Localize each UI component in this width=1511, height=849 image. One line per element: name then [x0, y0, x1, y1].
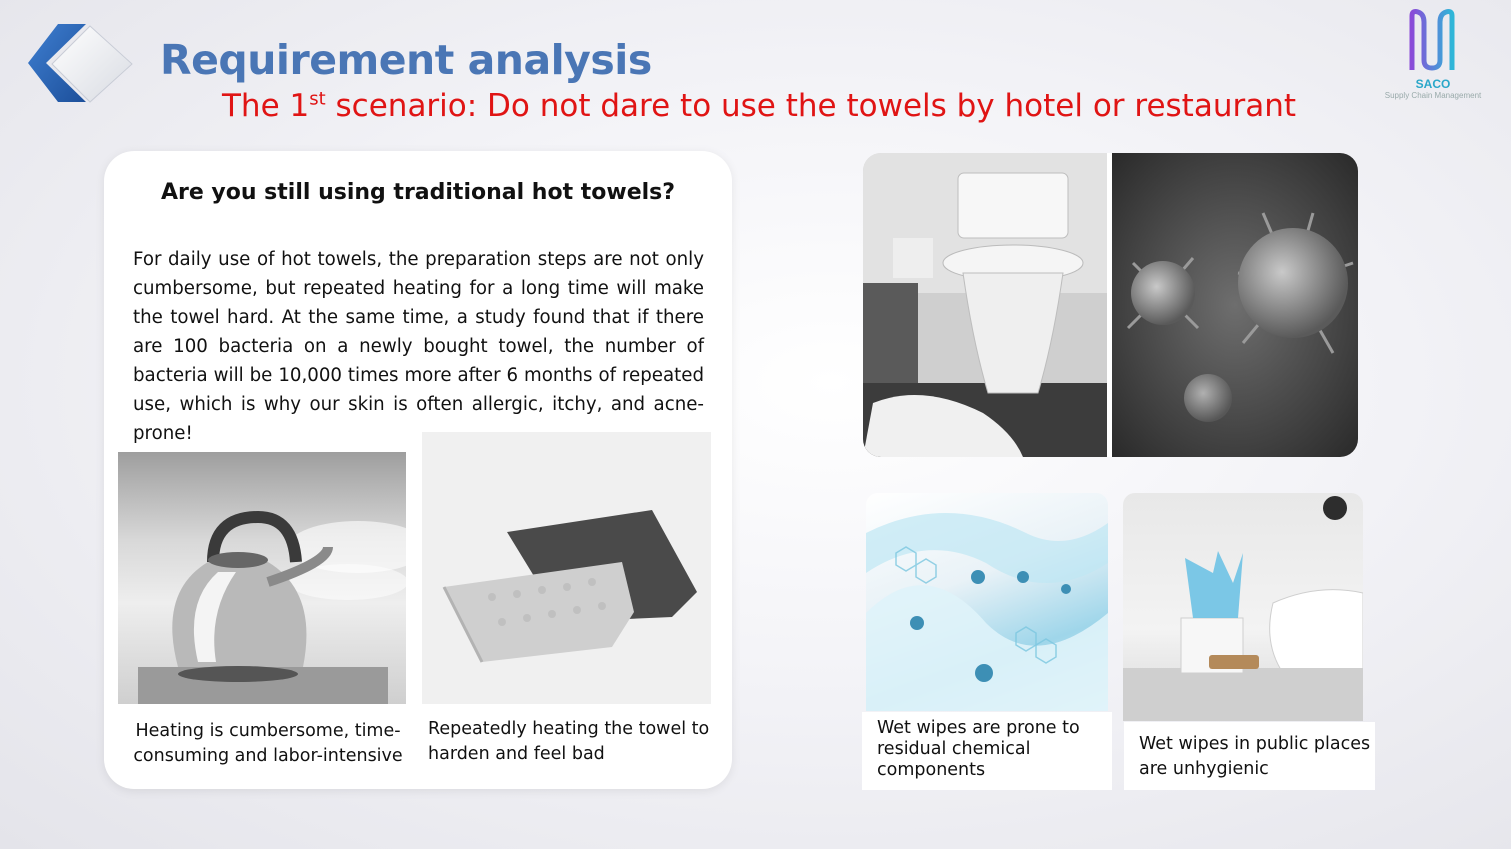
title-diamond-icon	[28, 20, 136, 106]
kettle-photo	[118, 452, 406, 704]
wet-wipes-public-photo	[1123, 493, 1363, 721]
caption-wipes-public: Wet wipes in public places are unhygienic	[1124, 722, 1375, 790]
brand-name: SACO	[1415, 77, 1451, 91]
brand-tagline: Supply Chain Management	[1384, 91, 1482, 100]
caption-wipes-chemical: Wet wipes are prone to residual chemical components	[862, 712, 1112, 790]
card-body-text: For daily use of hot towels, the preparation steps are not only cumbersome, but repeated heating for a long time will make the towel hard. At the same time, a study found that if there are 100 bacteria on a newly bought towel, the number of bacteria will be 10,000 times more after 6 months of repeated use, which is why our skin is often allergic, itchy, and acne-prone!	[133, 249, 704, 444]
page-title: Requirement analysis	[160, 36, 652, 84]
caption-towel: Repeatedly heating the towel to harden and feel bad	[422, 708, 722, 776]
saco-logo-icon	[1406, 8, 1460, 74]
toilet-virus-photo	[863, 153, 1358, 457]
caption-kettle: Heating is cumbersome, time-consuming and labor-intensive	[118, 706, 418, 776]
brand-logo	[1378, 8, 1488, 108]
towel-photo	[422, 432, 711, 704]
page-subtitle: The 1st scenario: Do not dare to use the towels by hotel or restaurant	[222, 88, 1297, 124]
card-heading: Are you still using traditional hot towels?	[160, 180, 676, 205]
wet-wipes-chemical-photo	[866, 493, 1108, 711]
